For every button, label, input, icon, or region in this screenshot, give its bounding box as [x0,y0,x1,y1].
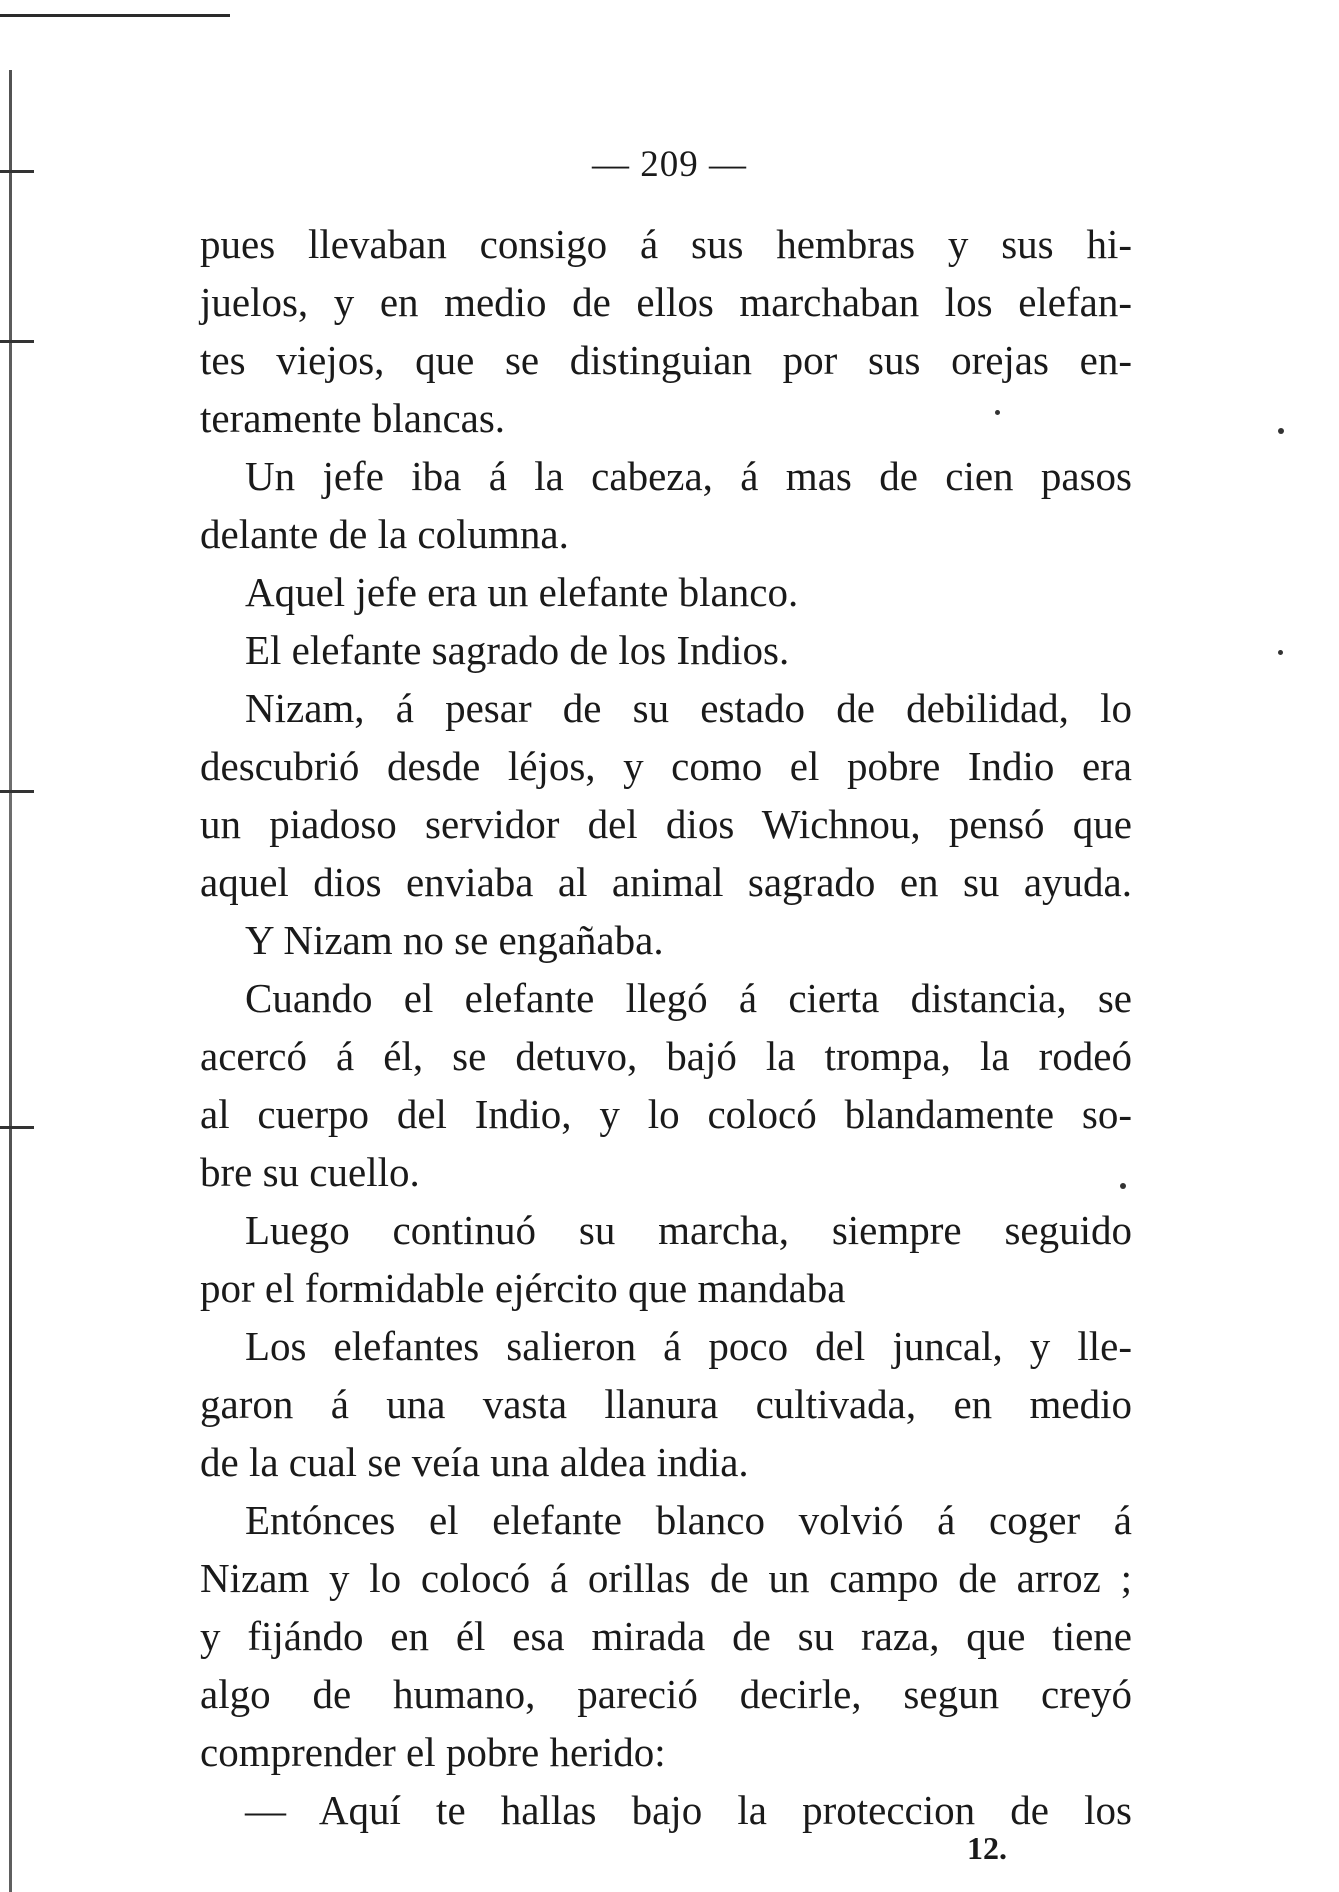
text-line: y fijándo en él esa mirada de su raza, que tiene [200,1613,1132,1659]
text-line: de la cual se veía una aldea india. [200,1439,749,1485]
scan-border-top [0,14,230,17]
text-line: delante de la columna. [200,511,569,557]
text-line: algo de humano, pareció decirle, segun creyó [200,1671,1132,1717]
text-line: un piadoso servidor del dios Wichnou, pensó que [200,801,1132,847]
text-line: al cuerpo del Indio, y lo colocó blandamente so- [200,1091,1132,1137]
text-line: Los elefantes salieron á poco del juncal, y lle- [245,1323,1132,1369]
text-line: comprender el pobre herido: [200,1729,666,1775]
text-line: bre su cuello. [200,1149,420,1195]
margin-tick [0,340,34,343]
margin-tick [0,790,34,793]
margin-tick [0,1126,34,1129]
text-line: descubrió desde léjos, y como el pobre Indio era [200,743,1132,789]
text-line: Aquel jefe era un elefante blanco. [245,569,799,615]
text-line: — Aquí te hallas bajo la proteccion de los [245,1787,1132,1833]
text-line: El elefante sagrado de los Indios. [245,627,790,673]
text-line: garon á una vasta llanura cultivada, en medio [200,1381,1132,1427]
scan-border-left [9,70,12,1892]
signature-mark: 12. [967,1830,1007,1866]
text-line: Y Nizam no se engañaba. [245,917,664,963]
text-line: Luego continuó su marcha, siempre seguido [245,1207,1132,1253]
text-line: Nizam, á pesar de su estado de debilidad, lo [245,685,1132,731]
text-line: teramente blancas. [200,395,506,441]
text-line: Cuando el elefante llegó á cierta distancia, se [245,975,1132,1021]
text-line: pues llevaban consigo á sus hembras y sus hi- [200,221,1132,267]
text-line: Entónces el elefante blanco volvió á coger á [245,1497,1132,1543]
ink-speck [1278,650,1283,655]
text-line: tes viejos, que se distinguian por sus orejas en- [200,337,1132,383]
text-line: Nizam y lo colocó á orillas de un campo de arroz ; [200,1555,1132,1601]
text-line: Un jefe iba á la cabeza, á mas de cien pasos [245,453,1132,499]
text-line: juelos, y en medio de ellos marchaban los elefan- [200,279,1132,325]
page-number: — 209 — [592,144,747,185]
text-line: aquel dios enviaba al animal sagrado en su ayuda. [200,859,1132,905]
body-text [200,215,1132,1839]
text-line: acercó á él, se detuvo, bajó la trompa, la rodeó [200,1033,1132,1079]
text-line: por el formidable ejército que mandaba [200,1265,846,1311]
ink-speck [1278,428,1284,434]
